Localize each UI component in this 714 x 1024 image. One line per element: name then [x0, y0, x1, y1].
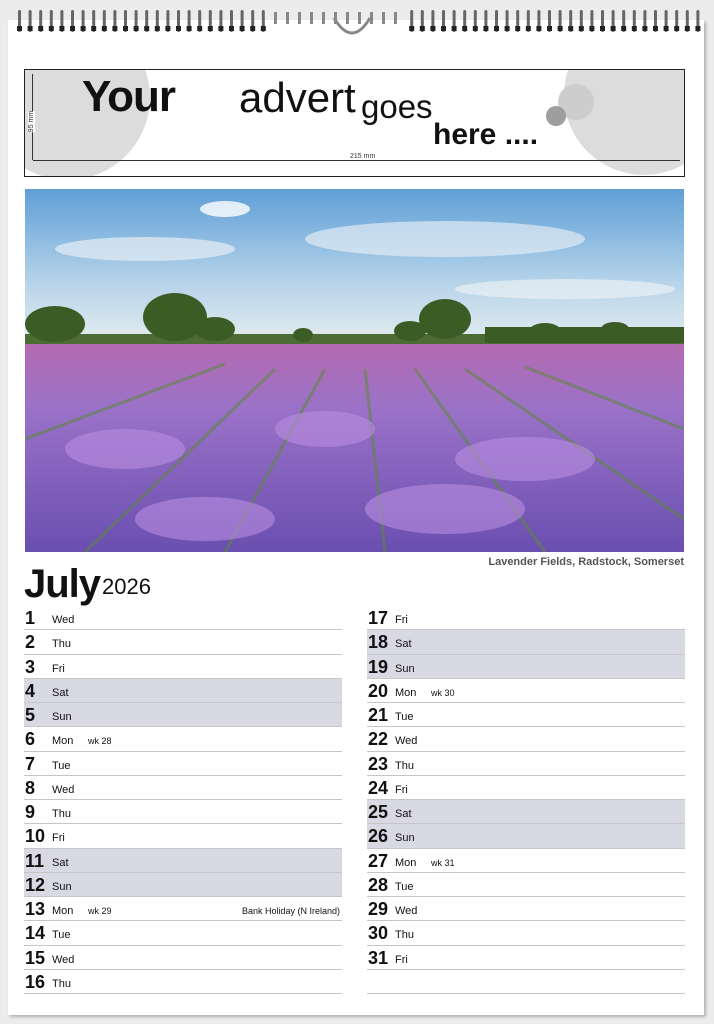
day-name: Fri: [52, 662, 65, 675]
day-row: [367, 752, 685, 776]
binding-hole: [197, 26, 202, 31]
hanger-hook: [334, 18, 370, 33]
week-number: wk 29: [88, 906, 112, 916]
day-number: 25: [368, 802, 389, 822]
binding-hole: [144, 26, 149, 31]
day-number: 19: [368, 656, 389, 677]
day-row: [24, 727, 342, 751]
day-name: Mon: [52, 735, 74, 748]
day-row: [24, 703, 342, 727]
day-name: Tue: [395, 880, 414, 893]
day-number: 29: [368, 899, 389, 919]
day-row: [367, 897, 685, 921]
day-row: [24, 921, 342, 945]
binding-hole: [536, 26, 541, 31]
binding-hole: [134, 26, 139, 31]
day-number: 23: [368, 753, 389, 774]
binding-hole: [70, 26, 75, 31]
day-name: Mon: [52, 905, 74, 917]
binding-hole: [441, 26, 446, 31]
day-name: Thu: [52, 638, 71, 651]
binding-ring: [274, 12, 277, 24]
binding-ring: [382, 12, 385, 24]
day-name: Sat: [395, 638, 412, 651]
binding-hole: [38, 26, 43, 31]
day-row: [367, 727, 685, 751]
day-row: [367, 679, 685, 703]
binding-hole: [653, 26, 658, 31]
binding-hole: [59, 26, 64, 31]
binding-ring: [310, 12, 313, 24]
binding-hole: [187, 26, 192, 31]
binding-hole: [621, 26, 626, 31]
binding-hole: [112, 26, 117, 31]
binding-hole: [155, 26, 160, 31]
day-row: [24, 606, 342, 630]
day-number: 16: [25, 971, 46, 992]
binding-hole: [558, 26, 563, 31]
width-dimension-label: 215 mm: [347, 153, 378, 160]
lavender-field-photo: [25, 189, 684, 552]
day-number: 20: [368, 680, 389, 701]
day-row: [367, 946, 685, 970]
day-row: [24, 776, 342, 800]
advert-word-your: Your: [82, 72, 175, 121]
binding-hole: [229, 26, 234, 31]
week-number: wk 30: [431, 687, 455, 698]
day-row: [367, 824, 685, 848]
day-row: [24, 873, 342, 897]
day-row: [367, 970, 685, 994]
width-dimension-line: [33, 160, 680, 161]
binding-hole: [685, 26, 690, 31]
day-name: Sat: [52, 686, 69, 699]
binding-hole: [81, 26, 86, 31]
day-row: [367, 606, 685, 630]
day-name: Mon: [395, 856, 417, 869]
binding-hole: [695, 26, 700, 31]
day-number: 21: [368, 705, 389, 725]
day-number: 30: [368, 923, 389, 944]
day-number: 3: [25, 656, 36, 677]
binding-hole: [515, 26, 520, 31]
binding-hole: [28, 26, 33, 31]
binding-hole: [505, 26, 510, 31]
day-number: 1: [25, 608, 36, 628]
binding-hole: [642, 26, 647, 31]
day-number: 2: [25, 632, 36, 653]
day-number: 24: [368, 777, 389, 798]
day-row: [24, 679, 342, 703]
week-number: wk 31: [431, 857, 455, 868]
day-row: [24, 800, 342, 824]
day-row: [24, 655, 342, 679]
day-name: Tue: [52, 759, 71, 772]
binding-ring: [298, 12, 301, 24]
binding-hole: [165, 26, 170, 31]
day-number: 18: [368, 632, 389, 653]
day-name: Thu: [52, 977, 71, 990]
holiday-note: Bank Holiday (N Ireland): [241, 906, 340, 916]
binding-hole: [547, 26, 552, 31]
month-title: July: [24, 562, 101, 606]
day-row: [367, 800, 685, 824]
binding-hole: [664, 26, 669, 31]
binding-hole: [218, 26, 223, 31]
day-number: 4: [25, 680, 36, 701]
day-row: [367, 630, 685, 654]
day-name: Mon: [395, 686, 417, 699]
wire-binding: [12, 4, 702, 44]
binding-hole: [611, 26, 616, 31]
binding-ring: [370, 12, 373, 24]
day-name: Thu: [395, 759, 414, 772]
day-column-left: [24, 606, 342, 994]
day-row: [24, 752, 342, 776]
day-row: [24, 946, 342, 970]
binding-hole: [600, 26, 605, 31]
day-number: 15: [25, 947, 46, 968]
day-number: 5: [25, 705, 36, 725]
day-name: Fri: [52, 832, 65, 845]
binding-hole: [632, 26, 637, 31]
day-row: [367, 655, 685, 679]
day-row: [367, 921, 685, 945]
day-number: 7: [25, 753, 36, 774]
day-name: Wed: [395, 735, 418, 748]
day-number: 8: [25, 777, 36, 798]
week-number: wk 28: [88, 736, 112, 747]
binding-hole: [579, 26, 584, 31]
day-name: Sun: [52, 711, 72, 723]
binding-hole: [261, 26, 266, 31]
day-name: Sun: [395, 832, 415, 845]
binding-hole: [102, 26, 107, 31]
day-name: Fri: [395, 783, 408, 796]
binding-hole: [462, 26, 467, 31]
binding-ring: [358, 12, 361, 24]
day-number: 26: [368, 826, 389, 847]
binding-hole: [240, 26, 245, 31]
binding-hole: [208, 26, 213, 31]
day-name: Wed: [52, 783, 75, 796]
day-name: Tue: [52, 929, 71, 942]
day-number: 17: [368, 608, 389, 628]
day-number: 14: [25, 923, 46, 944]
height-dimension-label: 95 mm: [28, 110, 36, 133]
day-name: Wed: [52, 953, 75, 966]
day-name: Sat: [395, 808, 412, 820]
binding-hole: [589, 26, 594, 31]
advert-word-here: here ....: [433, 118, 539, 151]
advert-word-goes: goes: [361, 88, 433, 125]
binding-hole: [483, 26, 488, 31]
day-column-right: [367, 606, 685, 994]
binding-hole: [91, 26, 96, 31]
binding-hole: [494, 26, 499, 31]
binding-hole: [674, 26, 679, 31]
advert-word-advert: advert: [239, 74, 356, 121]
binding-hole: [250, 26, 255, 31]
binding-ring: [346, 12, 349, 24]
day-number: 10: [25, 826, 46, 847]
binding-hole: [409, 26, 414, 31]
binding-hole: [17, 26, 22, 31]
day-name: Sun: [395, 662, 415, 675]
binding-hole: [430, 26, 435, 31]
binding-hole: [568, 26, 573, 31]
day-number: 12: [25, 874, 46, 895]
day-name: Sun: [52, 880, 72, 893]
decor-dot-small: [546, 106, 566, 126]
day-number: 31: [368, 947, 389, 968]
day-number: 6: [25, 729, 36, 750]
binding-hole: [176, 26, 181, 31]
day-number: 28: [368, 874, 389, 895]
binding-ring: [322, 12, 325, 24]
day-name: Thu: [395, 929, 414, 942]
binding-hole: [49, 26, 54, 31]
day-row: [367, 873, 685, 897]
day-name: Sat: [52, 856, 69, 869]
binding-hole: [526, 26, 531, 31]
day-name: Fri: [395, 614, 408, 626]
day-number: 13: [25, 899, 46, 919]
day-row: [367, 703, 685, 727]
advert-placeholder: [24, 69, 685, 177]
binding-ring: [286, 12, 289, 24]
year-title: 2026: [102, 574, 151, 599]
photo-caption: Lavender Fields, Radstock, Somerset: [488, 556, 684, 568]
day-row: [367, 776, 685, 800]
binding-hole: [420, 26, 425, 31]
day-row: [24, 897, 342, 921]
binding-hole: [452, 26, 457, 31]
binding-hole: [473, 26, 478, 31]
day-number: 27: [368, 850, 389, 871]
day-number: 22: [368, 729, 389, 750]
day-row: [24, 824, 342, 848]
day-name: Wed: [52, 614, 75, 626]
day-row: [367, 849, 685, 873]
day-row: [24, 630, 342, 654]
binding-hole: [123, 26, 128, 31]
day-number: 9: [25, 802, 36, 822]
day-name: Tue: [395, 711, 414, 723]
day-row: [24, 970, 342, 994]
binding-ring: [394, 12, 397, 24]
day-name: Wed: [395, 905, 418, 917]
day-row: [24, 849, 342, 873]
day-name: Fri: [395, 953, 408, 966]
day-name: Thu: [52, 808, 71, 820]
day-number: 11: [25, 850, 45, 871]
